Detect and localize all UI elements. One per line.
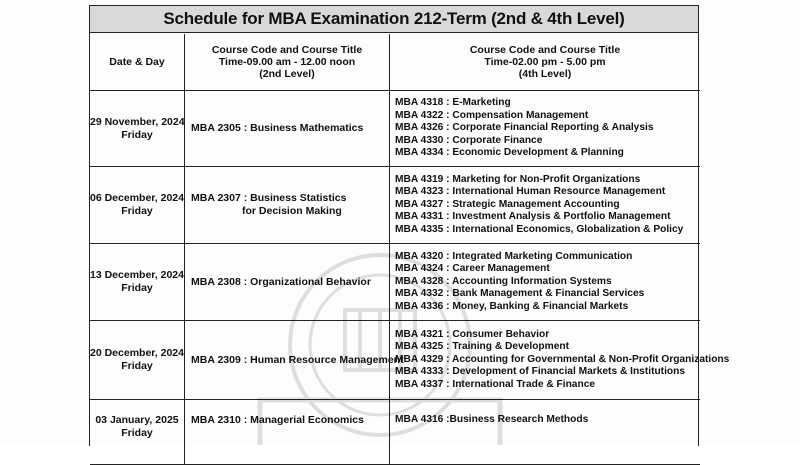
level2-course-continued: for Decision Making (242, 205, 342, 217)
level4-course: MBA 4331 : Investment Analysis & Portfolio Management (395, 211, 671, 223)
header-level4 (390, 34, 701, 91)
level4-course: MBA 4335 : International Economics, Globalization & Policy (395, 223, 684, 235)
level4-course: MBA 4318 : E-Marketing (395, 97, 511, 109)
schedule-sheet (89, 5, 730, 446)
exam-day: Friday (121, 360, 153, 372)
level4-course: MBA 4324 : Career Management (395, 263, 550, 275)
level4-course: MBA 4334 : Economic Development & Planning (395, 147, 624, 159)
table-row (90, 400, 700, 465)
exam-date: 13 December, 2024 (90, 269, 184, 281)
level4-course-cell (390, 400, 701, 465)
header-date-day (90, 34, 185, 91)
level4-course-cell (390, 167, 701, 244)
schedule-title: Schedule for MBA Examination 212-Term (2nd & 4th Level) (90, 6, 698, 33)
exam-date: 03 January, 2025 (95, 414, 179, 426)
level2-course: MBA 2305 : Business Mathematics (191, 122, 364, 134)
exam-day: Friday (121, 282, 153, 294)
exam-day: Friday (121, 205, 153, 217)
level4-course: MBA 4333 : Development of Financial Markets & Institutions (395, 366, 686, 378)
exam-day: Friday (121, 427, 153, 439)
level4-course-cell (390, 321, 730, 400)
header-level2-line: Course Code and Course Title (211, 44, 363, 56)
date-cell (90, 91, 185, 167)
header-level2-line: Time-09.00 am - 12.00 noon (218, 56, 356, 68)
level4-course: MBA 4330 : Corporate Finance (395, 134, 543, 146)
level4-course-cell (390, 244, 701, 321)
level4-course: MBA 4322 : Compensation Management (395, 109, 589, 121)
level4-course: MBA 4336 : Money, Banking & Financial Markets (395, 300, 629, 312)
level4-course: MBA 4337 : International Trade & Finance (395, 378, 596, 390)
level2-course: MBA 2309 : Human Resource Management (191, 353, 404, 366)
level2-course-cell (185, 91, 390, 167)
schedule-table (90, 34, 730, 465)
date-cell (90, 244, 185, 321)
table-row (90, 244, 700, 321)
level2-course-cell (185, 321, 404, 400)
level4-course-cell (390, 91, 701, 167)
date-cell (90, 167, 185, 244)
level4-course: MBA 4320 : Integrated Marketing Communication (395, 250, 633, 262)
exam-date: 06 December, 2024 (90, 192, 184, 204)
level2-course: MBA 2310 : Managerial Economics (191, 414, 364, 426)
level4-course: MBA 4316 :Business Research Methods (395, 414, 589, 425)
level4-course: MBA 4325 : Training & Development (395, 341, 569, 353)
level4-course: MBA 4332 : Bank Management & Financial Services (395, 288, 645, 300)
table-row (90, 167, 700, 244)
table-row (90, 91, 700, 167)
header-level2-line: (2nd Level) (259, 68, 315, 80)
table-row (90, 321, 700, 400)
header-level4-line: (4th Level) (518, 68, 572, 80)
level2-course-cell (185, 400, 390, 465)
level4-course: MBA 4321 : Consumer Behavior (395, 328, 550, 340)
header-level4-line: Time-02.00 pm - 5.00 pm (484, 56, 606, 68)
header-level2 (185, 34, 390, 91)
level2-course-cell (185, 244, 390, 321)
level2-course-cell (185, 167, 390, 244)
header-date-label: Date & Day (109, 56, 165, 68)
level4-course: MBA 4329 : Accounting for Governmental & Non-Profit Organizations (395, 353, 730, 365)
level4-course: MBA 4323 : International Human Resource Management (395, 186, 666, 198)
exam-day: Friday (121, 128, 153, 141)
level4-course: MBA 4328 : Accounting Information Systems (395, 275, 612, 287)
exam-date: 20 December, 2024 (90, 347, 184, 359)
level4-course: MBA 4326 : Corporate Financial Reporting & Analysis (395, 122, 654, 134)
exam-date: 29 November, 2024 (90, 115, 185, 128)
header-level4-line: Course Code and Course Title (469, 44, 621, 56)
date-cell (90, 321, 185, 400)
date-cell (90, 400, 185, 465)
level4-course: MBA 4327 : Strategic Management Accounting (395, 198, 620, 210)
table-header-row (90, 34, 700, 91)
level2-course: MBA 2307 : Business Statistics (191, 192, 347, 204)
level4-course: MBA 4319 : Marketing for Non-Profit Organizations (395, 173, 641, 185)
level2-course: MBA 2308 : Organizational Behavior (191, 275, 371, 288)
